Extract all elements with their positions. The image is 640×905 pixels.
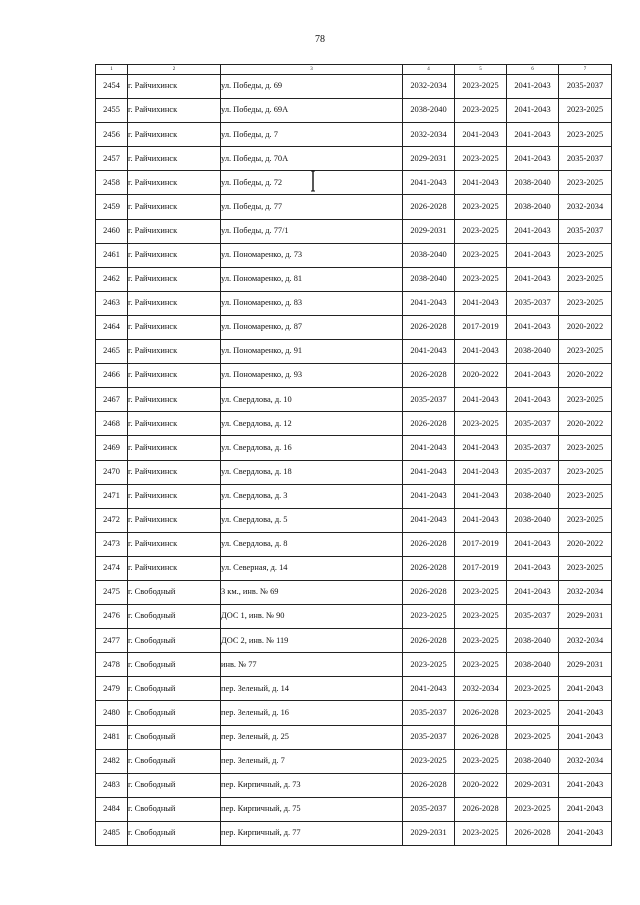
period-cell: 2041-2043 (403, 171, 455, 195)
city-cell: г. Райчихинск (128, 267, 221, 291)
period-cell: 2023-2025 (403, 605, 455, 629)
address-cell: ул. Свердлова, д. 5 (221, 508, 403, 532)
period-cell: 2038-2040 (507, 340, 559, 364)
table-row (96, 412, 612, 436)
period-cell: 2026-2028 (403, 556, 455, 580)
period-cell: 2023-2025 (559, 123, 612, 147)
table-row (96, 388, 612, 412)
period-cell: 2041-2043 (403, 508, 455, 532)
table-row (96, 315, 612, 339)
table-row (96, 460, 612, 484)
period-cell: 2020-2022 (559, 532, 612, 556)
period-cell: 2041-2043 (559, 725, 612, 749)
table-row (96, 532, 612, 556)
period-cell: 2023-2025 (559, 508, 612, 532)
row-number: 2477 (96, 629, 128, 653)
row-number: 2454 (96, 75, 128, 99)
table-row (96, 484, 612, 508)
period-cell: 2029-2031 (559, 605, 612, 629)
period-cell: 2023-2025 (559, 484, 612, 508)
period-cell: 2038-2040 (507, 629, 559, 653)
period-cell: 2035-2037 (559, 219, 612, 243)
period-cell: 2023-2025 (455, 580, 507, 604)
row-number: 2475 (96, 580, 128, 604)
table-row (96, 821, 612, 845)
row-number: 2470 (96, 460, 128, 484)
city-cell: г. Райчихинск (128, 532, 221, 556)
city-cell: г. Райчихинск (128, 508, 221, 532)
table-row (96, 340, 612, 364)
period-cell: 2041-2043 (559, 701, 612, 725)
row-number: 2485 (96, 821, 128, 845)
period-cell: 2023-2025 (455, 629, 507, 653)
period-cell: 2038-2040 (403, 99, 455, 123)
column-header: 3 (221, 65, 403, 75)
column-header: 2 (128, 65, 221, 75)
page-number: 78 (315, 34, 325, 45)
address-cell: ул. Свердлова, д. 16 (221, 436, 403, 460)
period-cell: 2041-2043 (507, 99, 559, 123)
period-cell: 2023-2025 (455, 99, 507, 123)
address-cell: пер. Кирпичный, д. 77 (221, 821, 403, 845)
period-cell: 2023-2025 (403, 653, 455, 677)
city-cell: г. Свободный (128, 701, 221, 725)
period-cell: 2026-2028 (403, 629, 455, 653)
table-body (96, 75, 612, 846)
period-cell: 2041-2043 (559, 821, 612, 845)
table-row (96, 749, 612, 773)
period-cell: 2041-2043 (403, 677, 455, 701)
address-cell: ул. Победы, д. 77/1 (221, 219, 403, 243)
period-cell: 2023-2025 (559, 436, 612, 460)
period-cell: 2041-2043 (507, 315, 559, 339)
column-header: 1 (96, 65, 128, 75)
period-cell: 2023-2025 (507, 725, 559, 749)
address-cell: пер. Зеленый, д. 16 (221, 701, 403, 725)
city-cell: г. Райчихинск (128, 388, 221, 412)
address-cell: ул. Пономаренко, д. 81 (221, 267, 403, 291)
period-cell: 2041-2043 (507, 147, 559, 171)
period-cell: 2026-2028 (403, 195, 455, 219)
city-cell: г. Райчихинск (128, 243, 221, 267)
period-cell: 2035-2037 (507, 460, 559, 484)
table-row (96, 364, 612, 388)
period-cell: 2038-2040 (403, 243, 455, 267)
table-row (96, 195, 612, 219)
text-cursor-icon (310, 170, 316, 192)
table-row (96, 653, 612, 677)
city-cell: г. Свободный (128, 605, 221, 629)
table-row (96, 123, 612, 147)
period-cell: 2026-2028 (403, 315, 455, 339)
city-cell: г. Райчихинск (128, 291, 221, 315)
table-row (96, 99, 612, 123)
table-row (96, 171, 612, 195)
period-cell: 2032-2034 (455, 677, 507, 701)
period-cell: 2035-2037 (403, 725, 455, 749)
period-cell: 2041-2043 (507, 556, 559, 580)
city-cell: г. Райчихинск (128, 364, 221, 388)
row-number: 2483 (96, 773, 128, 797)
period-cell: 2041-2043 (403, 291, 455, 315)
city-cell: г. Свободный (128, 677, 221, 701)
table-row (96, 267, 612, 291)
address-cell: ул. Победы, д. 77 (221, 195, 403, 219)
address-cell: ул. Победы, д. 70А (221, 147, 403, 171)
row-number: 2461 (96, 243, 128, 267)
city-cell: г. Райчихинск (128, 219, 221, 243)
table-row (96, 580, 612, 604)
period-cell: 2017-2019 (455, 532, 507, 556)
row-number: 2480 (96, 701, 128, 725)
period-cell: 2041-2043 (455, 508, 507, 532)
period-cell: 2032-2034 (403, 75, 455, 99)
period-cell: 2038-2040 (507, 484, 559, 508)
city-cell: г. Райчихинск (128, 412, 221, 436)
address-cell: ул. Пономаренко, д. 93 (221, 364, 403, 388)
period-cell: 2035-2037 (403, 701, 455, 725)
column-header: 5 (455, 65, 507, 75)
period-cell: 2041-2043 (559, 773, 612, 797)
address-cell: пер. Зеленый, д. 25 (221, 725, 403, 749)
row-number: 2460 (96, 219, 128, 243)
row-number: 2484 (96, 797, 128, 821)
table-row (96, 629, 612, 653)
period-cell: 2038-2040 (507, 171, 559, 195)
period-cell: 2023-2025 (559, 267, 612, 291)
period-cell: 2023-2025 (559, 556, 612, 580)
table-row (96, 797, 612, 821)
city-cell: г. Свободный (128, 773, 221, 797)
period-cell: 2026-2028 (403, 532, 455, 556)
city-cell: г. Райчихинск (128, 436, 221, 460)
period-cell: 2023-2025 (507, 701, 559, 725)
table-row (96, 677, 612, 701)
city-cell: г. Свободный (128, 580, 221, 604)
row-number: 2471 (96, 484, 128, 508)
period-cell: 2023-2025 (507, 677, 559, 701)
period-cell: 2023-2025 (455, 749, 507, 773)
period-cell: 2023-2025 (559, 99, 612, 123)
row-number: 2463 (96, 291, 128, 315)
period-cell: 2020-2022 (455, 364, 507, 388)
address-cell: 3 км., инв. № 69 (221, 580, 403, 604)
row-number: 2459 (96, 195, 128, 219)
city-cell: г. Райчихинск (128, 195, 221, 219)
period-cell: 2023-2025 (455, 243, 507, 267)
period-cell: 2041-2043 (455, 460, 507, 484)
period-cell: 2035-2037 (403, 388, 455, 412)
period-cell: 2023-2025 (507, 797, 559, 821)
city-cell: г. Райчихинск (128, 123, 221, 147)
period-cell: 2017-2019 (455, 315, 507, 339)
city-cell: г. Райчихинск (128, 484, 221, 508)
period-cell: 2041-2043 (507, 532, 559, 556)
period-cell: 2041-2043 (455, 388, 507, 412)
address-cell: ул. Пономаренко, д. 87 (221, 315, 403, 339)
period-cell: 2035-2037 (403, 797, 455, 821)
period-cell: 2041-2043 (403, 340, 455, 364)
period-cell: 2041-2043 (559, 797, 612, 821)
city-cell: г. Райчихинск (128, 340, 221, 364)
period-cell: 2041-2043 (403, 436, 455, 460)
header-row (96, 65, 612, 75)
address-cell: ул. Свердлова, д. 3 (221, 484, 403, 508)
period-cell: 2041-2043 (507, 75, 559, 99)
row-number: 2457 (96, 147, 128, 171)
table-row (96, 605, 612, 629)
row-number: 2465 (96, 340, 128, 364)
period-cell: 2041-2043 (455, 436, 507, 460)
period-cell: 2029-2031 (507, 773, 559, 797)
period-cell: 2026-2028 (403, 412, 455, 436)
row-number: 2473 (96, 532, 128, 556)
period-cell: 2023-2025 (455, 267, 507, 291)
period-cell: 2038-2040 (507, 653, 559, 677)
row-number: 2455 (96, 99, 128, 123)
table-row (96, 75, 612, 99)
period-cell: 2035-2037 (559, 147, 612, 171)
period-cell: 2032-2034 (559, 629, 612, 653)
table-row (96, 773, 612, 797)
row-number: 2468 (96, 412, 128, 436)
period-cell: 2041-2043 (507, 364, 559, 388)
city-cell: г. Райчихинск (128, 171, 221, 195)
period-cell: 2032-2034 (403, 123, 455, 147)
period-cell: 2026-2028 (455, 701, 507, 725)
column-header: 7 (559, 65, 612, 75)
table-row (96, 508, 612, 532)
city-cell: г. Райчихинск (128, 315, 221, 339)
address-cell: ДОС 2, инв. № 119 (221, 629, 403, 653)
table-row (96, 701, 612, 725)
period-cell: 2035-2037 (507, 291, 559, 315)
city-cell: г. Райчихинск (128, 147, 221, 171)
period-cell: 2017-2019 (455, 556, 507, 580)
column-header: 4 (403, 65, 455, 75)
row-number: 2478 (96, 653, 128, 677)
period-cell: 2020-2022 (559, 412, 612, 436)
city-cell: г. Свободный (128, 725, 221, 749)
address-cell: ул. Победы, д. 69 (221, 75, 403, 99)
period-cell: 2041-2043 (455, 484, 507, 508)
table-row (96, 243, 612, 267)
period-cell: 2026-2028 (507, 821, 559, 845)
period-cell: 2041-2043 (507, 219, 559, 243)
period-cell: 2041-2043 (507, 580, 559, 604)
city-cell: г. Свободный (128, 821, 221, 845)
period-cell: 2041-2043 (559, 677, 612, 701)
city-cell: г. Свободный (128, 749, 221, 773)
period-cell: 2020-2022 (455, 773, 507, 797)
period-cell: 2035-2037 (507, 436, 559, 460)
city-cell: г. Свободный (128, 653, 221, 677)
row-number: 2462 (96, 267, 128, 291)
period-cell: 2038-2040 (507, 749, 559, 773)
address-cell: пер. Кирпичный, д. 75 (221, 797, 403, 821)
period-cell: 2038-2040 (507, 195, 559, 219)
address-cell: ул. Победы, д. 72 (221, 171, 403, 195)
period-cell: 2020-2022 (559, 364, 612, 388)
city-cell: г. Райчихинск (128, 75, 221, 99)
row-number: 2467 (96, 388, 128, 412)
period-cell: 2026-2028 (403, 364, 455, 388)
row-number: 2458 (96, 171, 128, 195)
row-number: 2472 (96, 508, 128, 532)
row-number: 2482 (96, 749, 128, 773)
address-cell: ул. Свердлова, д. 8 (221, 532, 403, 556)
period-cell: 2032-2034 (559, 580, 612, 604)
period-cell: 2026-2028 (403, 580, 455, 604)
period-cell: 2041-2043 (507, 123, 559, 147)
city-cell: г. Райчихинск (128, 99, 221, 123)
period-cell: 2023-2025 (559, 171, 612, 195)
period-cell: 2041-2043 (455, 340, 507, 364)
row-number: 2474 (96, 556, 128, 580)
row-number: 2476 (96, 605, 128, 629)
period-cell: 2035-2037 (559, 75, 612, 99)
address-cell: ул. Северная, д. 14 (221, 556, 403, 580)
period-cell: 2026-2028 (403, 773, 455, 797)
address-cell: ул. Победы, д. 7 (221, 123, 403, 147)
table-row (96, 291, 612, 315)
address-cell: ДОС 1, инв. № 90 (221, 605, 403, 629)
period-cell: 2023-2025 (559, 388, 612, 412)
period-cell: 2032-2034 (559, 749, 612, 773)
period-cell: 2041-2043 (455, 171, 507, 195)
city-cell: г. Райчихинск (128, 556, 221, 580)
address-cell: ул. Победы, д. 69А (221, 99, 403, 123)
row-number: 2479 (96, 677, 128, 701)
period-cell: 2038-2040 (507, 508, 559, 532)
period-cell: 2035-2037 (507, 605, 559, 629)
period-cell: 2029-2031 (559, 653, 612, 677)
period-cell: 2020-2022 (559, 315, 612, 339)
city-cell: г. Райчихинск (128, 460, 221, 484)
period-cell: 2032-2034 (559, 195, 612, 219)
period-cell: 2023-2025 (455, 219, 507, 243)
table-row (96, 147, 612, 171)
address-cell: ул. Свердлова, д. 12 (221, 412, 403, 436)
period-cell: 2023-2025 (455, 821, 507, 845)
address-cell: пер. Зеленый, д. 14 (221, 677, 403, 701)
table-row (96, 725, 612, 749)
column-header: 6 (507, 65, 559, 75)
housing-register-table (95, 64, 612, 846)
address-cell: пер. Кирпичный, д. 73 (221, 773, 403, 797)
row-number: 2481 (96, 725, 128, 749)
period-cell: 2041-2043 (455, 291, 507, 315)
row-number: 2456 (96, 123, 128, 147)
address-cell: инв. № 77 (221, 653, 403, 677)
period-cell: 2023-2025 (559, 243, 612, 267)
period-cell: 2023-2025 (403, 749, 455, 773)
address-cell: ул. Свердлова, д. 18 (221, 460, 403, 484)
period-cell: 2023-2025 (455, 605, 507, 629)
period-cell: 2029-2031 (403, 821, 455, 845)
period-cell: 2041-2043 (507, 243, 559, 267)
period-cell: 2023-2025 (559, 340, 612, 364)
period-cell: 2041-2043 (507, 388, 559, 412)
row-number: 2469 (96, 436, 128, 460)
address-cell: ул. Пономаренко, д. 73 (221, 243, 403, 267)
period-cell: 2023-2025 (559, 460, 612, 484)
address-cell: пер. Зеленый, д. 7 (221, 749, 403, 773)
row-number: 2466 (96, 364, 128, 388)
city-cell: г. Свободный (128, 629, 221, 653)
period-cell: 2023-2025 (559, 291, 612, 315)
period-cell: 2041-2043 (403, 460, 455, 484)
period-cell: 2023-2025 (455, 147, 507, 171)
table-row (96, 436, 612, 460)
address-cell: ул. Пономаренко, д. 83 (221, 291, 403, 315)
address-cell: ул. Свердлова, д. 10 (221, 388, 403, 412)
period-cell: 2026-2028 (455, 725, 507, 749)
period-cell: 2041-2043 (507, 267, 559, 291)
period-cell: 2029-2031 (403, 219, 455, 243)
period-cell: 2023-2025 (455, 412, 507, 436)
period-cell: 2023-2025 (455, 75, 507, 99)
row-number: 2464 (96, 315, 128, 339)
period-cell: 2023-2025 (455, 653, 507, 677)
period-cell: 2041-2043 (455, 123, 507, 147)
city-cell: г. Свободный (128, 797, 221, 821)
period-cell: 2038-2040 (403, 267, 455, 291)
period-cell: 2023-2025 (455, 195, 507, 219)
period-cell: 2041-2043 (403, 484, 455, 508)
period-cell: 2026-2028 (455, 797, 507, 821)
table-row (96, 219, 612, 243)
table-row (96, 556, 612, 580)
period-cell: 2029-2031 (403, 147, 455, 171)
address-cell: ул. Пономаренко, д. 91 (221, 340, 403, 364)
period-cell: 2035-2037 (507, 412, 559, 436)
